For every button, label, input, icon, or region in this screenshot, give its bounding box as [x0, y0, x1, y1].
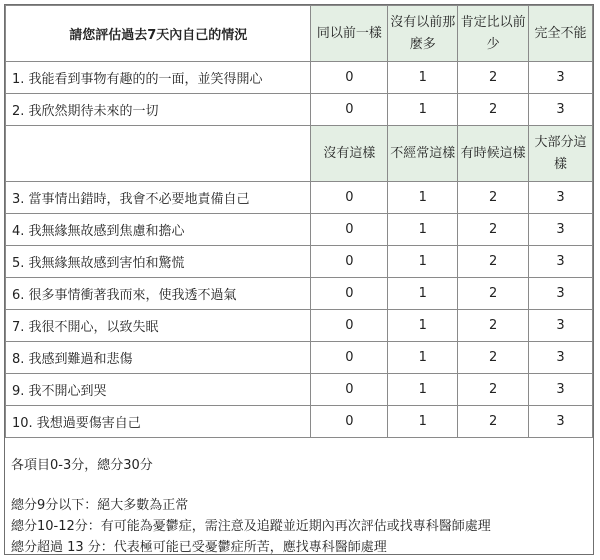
score-cell: 1	[388, 62, 458, 94]
question-cell: 10. 我想過要傷害自己	[6, 406, 311, 438]
question-cell: 4. 我無緣無故感到焦慮和擔心	[6, 214, 311, 246]
score-cell: 3	[529, 374, 593, 406]
score-cell: 0	[311, 94, 388, 126]
table-row	[6, 374, 593, 406]
score-cell: 0	[311, 374, 388, 406]
score-cell: 1	[388, 278, 458, 310]
score-cell: 1	[388, 214, 458, 246]
header-cell: 大部分這樣	[529, 126, 593, 182]
table-row	[6, 214, 593, 246]
header-cell: 沒有以前那麼多	[388, 6, 458, 62]
header-cell: 有時候這樣	[458, 126, 529, 182]
score-cell: 1	[388, 374, 458, 406]
epds-frame	[4, 4, 594, 555]
header-cell: 沒有這樣	[311, 126, 388, 182]
score-cell: 1	[388, 182, 458, 214]
table-title: 請您評估過去7天內自己的情況	[6, 6, 311, 62]
empty-cell	[6, 126, 311, 182]
question-cell: 5. 我無緣無故感到害怕和驚慌	[6, 246, 311, 278]
header-cell: 不經常這樣	[388, 126, 458, 182]
table-row	[6, 278, 593, 310]
score-cell: 0	[311, 278, 388, 310]
header-row-2	[6, 126, 593, 182]
score-cell: 0	[311, 246, 388, 278]
scoring-line: 總分10-12分：有可能為憂鬱症，需注意及追蹤並近期內再次評估或找專科醫師處理	[11, 519, 491, 534]
score-cell: 3	[529, 246, 593, 278]
epds-table	[5, 5, 593, 438]
header-cell: 完全不能	[529, 6, 593, 62]
table-row	[6, 342, 593, 374]
scoring-line: 總分9分以下：絕大多數為正常	[11, 498, 189, 513]
score-cell: 0	[311, 406, 388, 438]
score-cell: 0	[311, 182, 388, 214]
scoring-line: 總分超過 13 分：代表極可能已受憂鬱症所苦，應找專科醫師處理	[11, 540, 387, 555]
score-cell: 1	[388, 342, 458, 374]
score-cell: 3	[529, 214, 593, 246]
score-cell: 0	[311, 62, 388, 94]
score-cell: 3	[529, 342, 593, 374]
question-cell: 9. 我不開心到哭	[6, 374, 311, 406]
score-cell: 3	[529, 310, 593, 342]
question-cell: 7. 我很不開心，以致失眠	[6, 310, 311, 342]
scoring-note: 各項目0-3分，總分30分	[11, 458, 153, 473]
score-cell: 0	[311, 342, 388, 374]
score-cell: 2	[458, 374, 529, 406]
question-cell: 3. 當事情出錯時，我會不必要地責備自己	[6, 182, 311, 214]
score-cell: 2	[458, 182, 529, 214]
score-cell: 2	[458, 214, 529, 246]
score-cell: 3	[529, 62, 593, 94]
score-cell: 2	[458, 406, 529, 438]
table-row	[6, 182, 593, 214]
score-cell: 2	[458, 246, 529, 278]
score-cell: 0	[311, 214, 388, 246]
score-cell: 3	[529, 278, 593, 310]
score-cell: 1	[388, 310, 458, 342]
score-cell: 0	[311, 310, 388, 342]
table-row	[6, 246, 593, 278]
score-cell: 2	[458, 310, 529, 342]
score-cell: 3	[529, 182, 593, 214]
header-cell: 肯定比以前少	[458, 6, 529, 62]
question-cell: 1. 我能看到事物有趣的的一面，並笑得開心	[6, 62, 311, 94]
score-cell: 1	[388, 246, 458, 278]
question-cell: 2. 我欣然期待未來的一切	[6, 94, 311, 126]
score-cell: 3	[529, 406, 593, 438]
score-cell: 1	[388, 94, 458, 126]
score-cell: 2	[458, 94, 529, 126]
table-row	[6, 94, 593, 126]
question-cell: 8. 我感到難過和悲傷	[6, 342, 311, 374]
table-row	[6, 310, 593, 342]
score-cell: 1	[388, 406, 458, 438]
header-cell: 同以前一樣	[311, 6, 388, 62]
table-row	[6, 406, 593, 438]
header-row-1	[6, 6, 593, 62]
score-cell: 2	[458, 278, 529, 310]
table-row	[6, 62, 593, 94]
score-cell: 2	[458, 342, 529, 374]
question-cell: 6. 很多事情衝著我而來，使我透不過氣	[6, 278, 311, 310]
score-cell: 2	[458, 62, 529, 94]
score-cell: 3	[529, 94, 593, 126]
